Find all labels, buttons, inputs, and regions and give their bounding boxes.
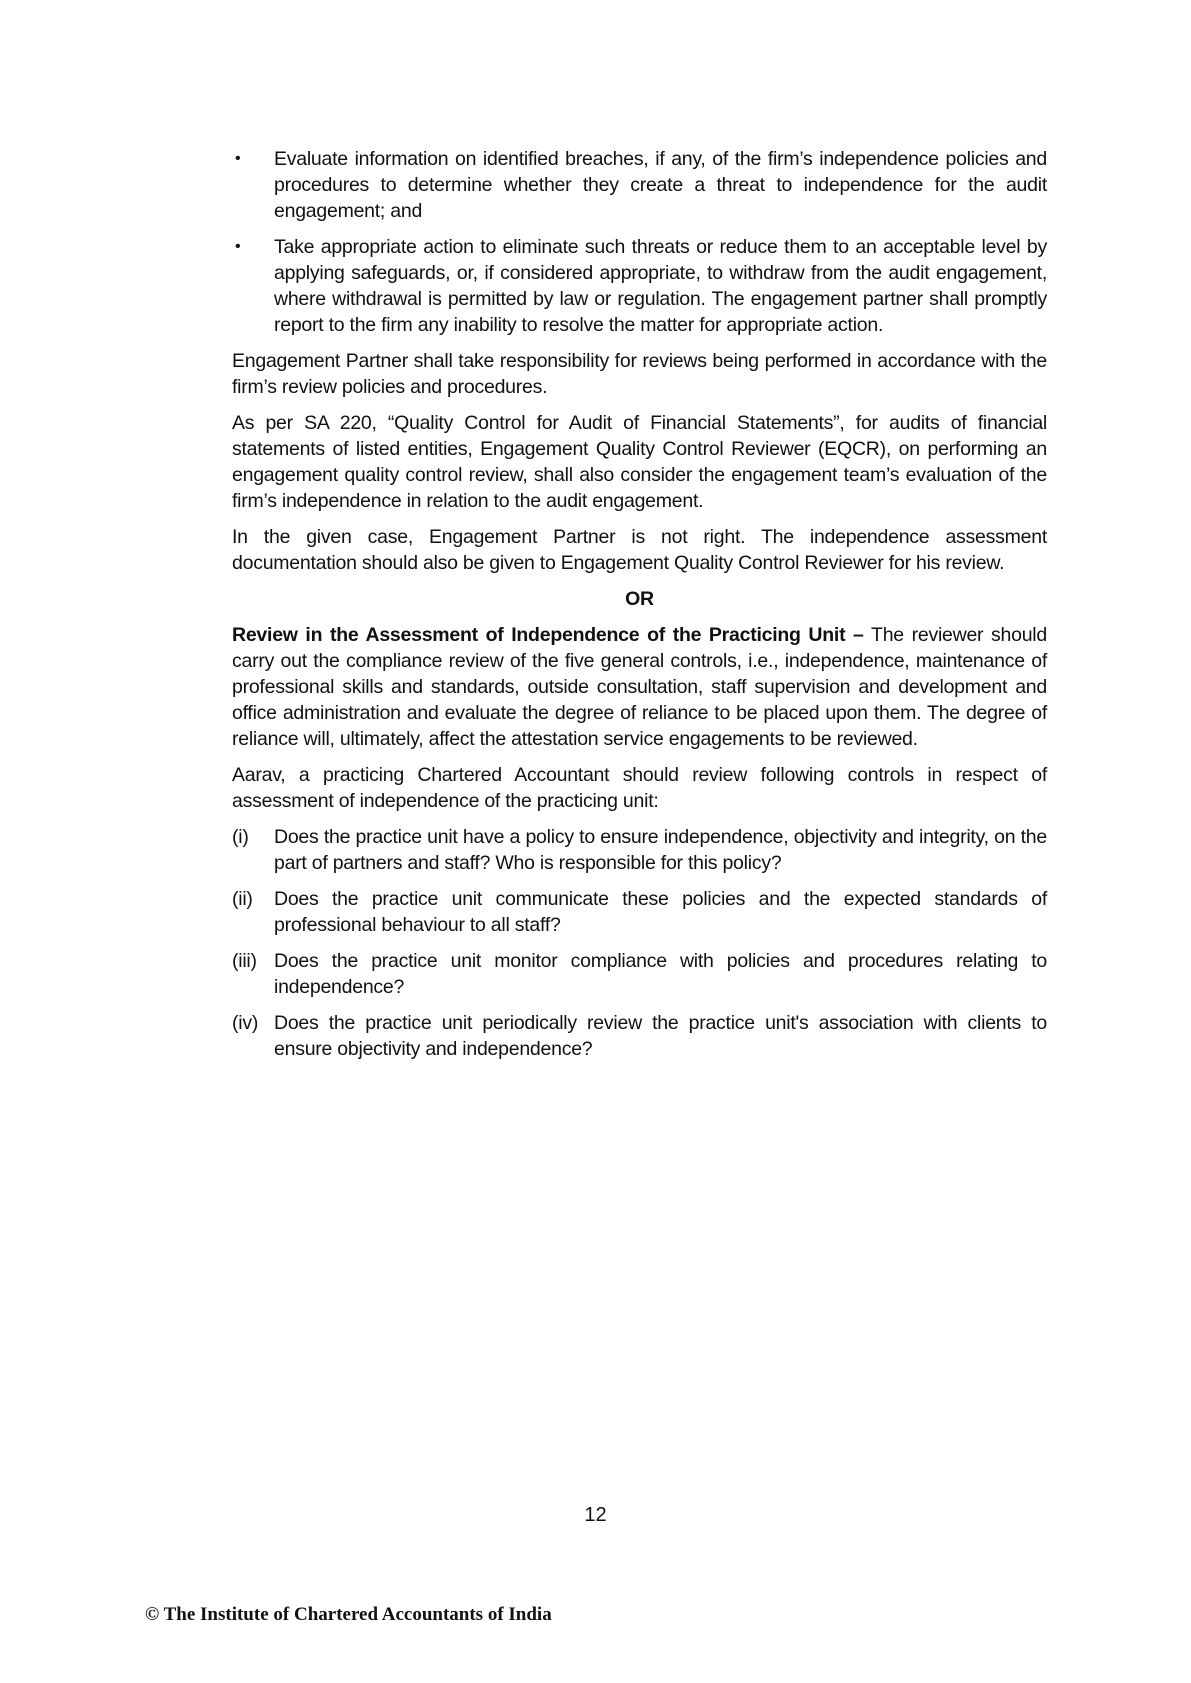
- question-item-i: [232, 824, 1047, 876]
- question-text: Does the practice unit communicate these policies and the expected standards of professional behaviour to all staff?: [274, 888, 1047, 936]
- bullet-icon: •: [235, 150, 241, 167]
- bullet-text: Evaluate information on identified breaches, if any, of the firm’s independence policies and procedures to determine whether they create a threat to independence for the audit engagement; and: [274, 148, 1047, 222]
- paragraph-aarav: Aarav, a practicing Chartered Accountant should review following controls in respect of assessment of independence of the practicing unit:: [232, 764, 1047, 812]
- paragraph-engagement-partner: Engagement Partner shall take responsibility for reviews being performed in accordance with the firm’s review policies and procedures.: [232, 350, 1047, 398]
- question-item-ii: [232, 886, 1047, 938]
- question-item-iv: [232, 1010, 1047, 1062]
- bullet-item-take-action: [232, 234, 1047, 338]
- page-number: 12: [584, 1504, 607, 1526]
- question-item-iii: [232, 948, 1047, 1000]
- question-number: (ii): [232, 888, 253, 910]
- paragraph-given-case: In the given case, Engagement Partner is not right. The independence assessment documentation should also be given to Engagement Quality Control Reviewer for his review.: [232, 526, 1047, 574]
- bullet-icon: •: [235, 238, 241, 255]
- document-body: [232, 146, 1047, 1072]
- copyright-footer: © The Institute of Chartered Accountants of India: [145, 1604, 552, 1625]
- question-number: (i): [232, 826, 249, 848]
- question-text: Does the practice unit monitor compliance with policies and procedures relating to independence?: [274, 950, 1047, 998]
- or-separator: OR: [625, 588, 654, 610]
- question-number: (iii): [232, 950, 257, 972]
- question-text: Does the practice unit periodically review the practice unit's association with clients to ensure objectivity and independence?: [274, 1012, 1047, 1060]
- review-heading: Review in the Assessment of Independence of the Practicing Unit –: [232, 624, 864, 646]
- paragraph-review-independence: [232, 622, 1047, 752]
- question-number: (iv): [232, 1012, 259, 1034]
- bullet-text: Take appropriate action to eliminate such threats or reduce them to an acceptable level by applying safeguards, or, if considered appropriate, to withdraw from the audit engagement, where withdrawal is permitted by law or regulation. The engagement partner shall promptly report to the firm any inability to resolve the matter for appropriate action.: [274, 236, 1047, 336]
- paragraph-sa-220: As per SA 220, “Quality Control for Audit of Financial Statements”, for audits of financial statements of listed entities, Engagement Quality Control Reviewer (EQCR), on performing an engagement quality control review, shall also consider the engagement team’s evaluation of the firm’s independence in relation to the audit engagement.: [232, 412, 1047, 512]
- bullet-item-evaluate: [232, 146, 1047, 224]
- question-text: Does the practice unit have a policy to ensure independence, objectivity and integrity, on the part of partners and staff? Who is responsible for this policy?: [274, 826, 1047, 874]
- review-text: The reviewer should carry out the compliance review of the five general controls, i.e., independence, maintenance of professional skills and standards, outside consultation, staff supervision and development and office administration and evaluate the degree of reliance to be placed upon them. The degree of reliance will, ultimately, affect the attestation service engagements to be reviewed.: [232, 624, 1047, 750]
